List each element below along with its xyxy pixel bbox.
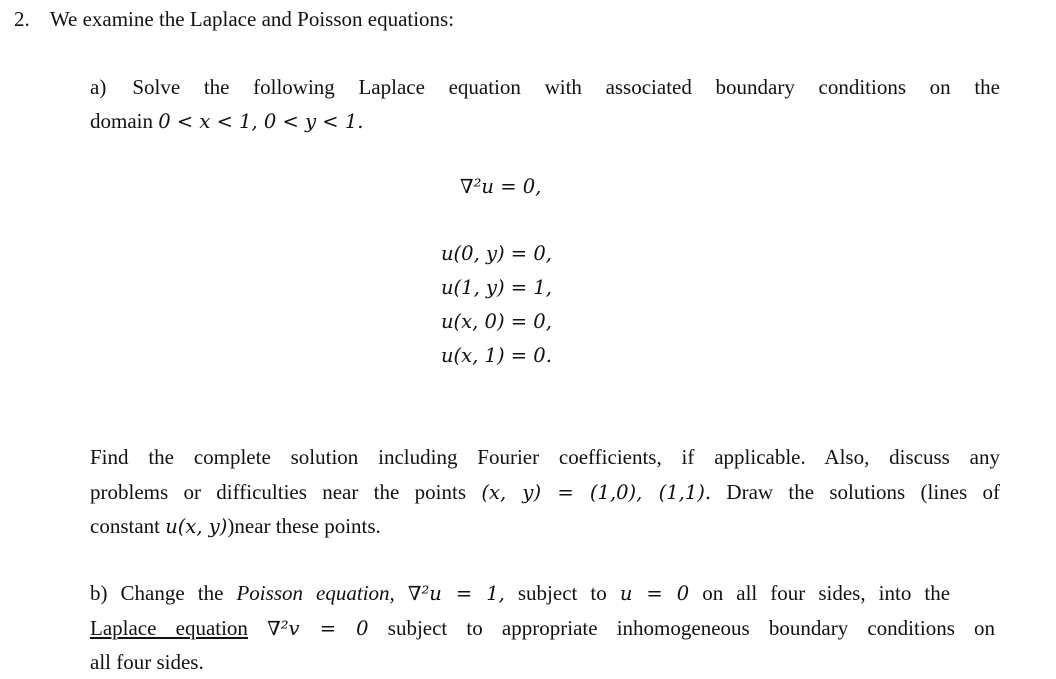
problem-number: 2.	[14, 7, 30, 31]
bc-top: u(x, 1) = 0.	[441, 344, 552, 367]
laplace-equation	[460, 170, 541, 204]
find-line-1: Find the complete solution including Fourier coefficients, if applicable. Also, discuss any	[90, 445, 1000, 469]
find-line-3-text: constant	[90, 514, 160, 538]
part-b-line-3-text: all four sides.	[90, 650, 204, 674]
part-a-label: a)	[90, 75, 107, 99]
part-b-line-1	[90, 576, 950, 611]
find-line-3-end: )near these points.	[227, 514, 381, 538]
subject-to-text: subject to	[517, 581, 607, 605]
find-line-2-text: problems or difficulties near the points	[90, 480, 467, 504]
level-lines-math: u(x, y)	[165, 515, 228, 538]
points-math: (x, y) = (1,0), (1,1).	[481, 481, 712, 504]
part-a-statement: Solve the following Laplace equation with associated boundary conditions on the	[132, 75, 1000, 99]
find-line-2-end: Draw the solutions (lines of	[726, 480, 1001, 504]
laplace-equation-term: Laplace equation	[90, 616, 248, 640]
part-b-line-3	[90, 645, 204, 679]
poisson-math: ∇²u = 1,	[407, 582, 505, 605]
bc-left: u(0, y) = 0,	[441, 242, 552, 265]
problem-heading	[14, 2, 454, 36]
part-a-line-1	[90, 70, 1000, 104]
find-line-3	[90, 509, 381, 544]
domain-math: 0 < x < 1, 0 < y < 1.	[158, 110, 364, 133]
part-a-line-2	[90, 104, 363, 139]
boundary-conditions	[441, 237, 552, 373]
part-a-intro	[90, 70, 1000, 104]
equation-text: ∇²u = 0,	[460, 175, 542, 198]
part-b-line-2-end: subject to appropriate inhomogeneous boundary conditions on	[387, 616, 996, 640]
zero-bc-math: u = 0	[619, 582, 690, 605]
poisson-term: Poisson equation,	[236, 581, 395, 605]
part-b-line-1-end: on all four sides, into the	[702, 581, 951, 605]
part-b-line-2	[90, 611, 995, 646]
find-line-2	[90, 475, 1000, 510]
problem-intro: We examine the Laplace and Poisson equations:	[49, 7, 455, 31]
bc-right: u(1, y) = 1,	[441, 276, 552, 299]
find-paragraph	[90, 440, 1000, 474]
domain-label: domain	[90, 109, 153, 133]
part-b-start: b) Change the	[90, 581, 224, 605]
bc-bottom: u(x, 0) = 0,	[441, 310, 552, 333]
laplace-v-math: ∇²v = 0	[267, 617, 369, 640]
